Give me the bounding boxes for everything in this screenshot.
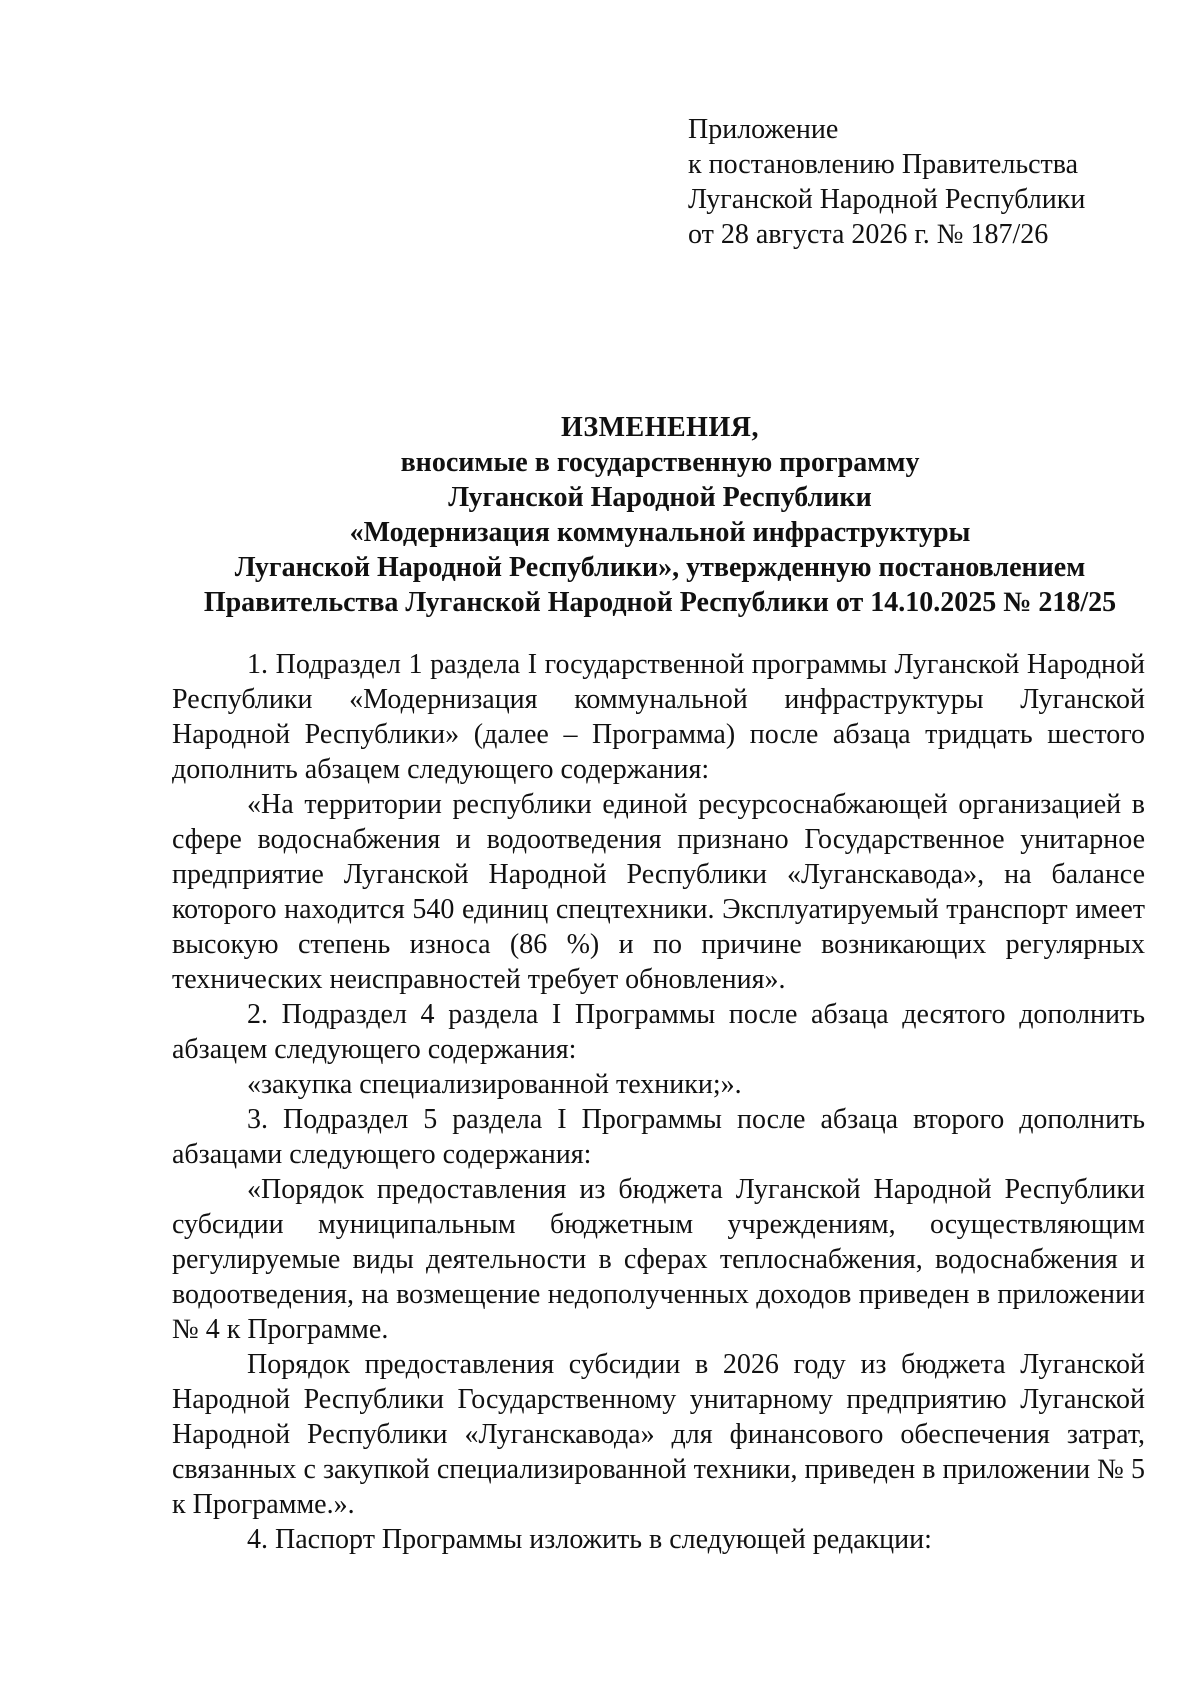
approval-line-4: от 28 августа 2026 г. № 187/26 [688, 219, 1049, 250]
document-body [172, 647, 1145, 1557]
title-line-4: Луганской Народной Республики», утвержденную постановлением [234, 552, 1086, 583]
paragraph-2: «На территории республики единой ресурсоснабжающей организацией в сфере водоснабжения и водоотведения признано Государственное унитарное предприятие Луганской Народной Республики «Луганскавода», на балансе которого находится 540 единиц спецтехники. Эксплуатируемый транспорт имеет высокую степень износа (86 %) и по причине возникающих регулярных технических неисправностей требует обновления». [172, 789, 1145, 995]
paragraph-3: 2. Подраздел 4 раздела I Программы после абзаца десятого дополнить абзацем следующего содержания: [172, 999, 1145, 1065]
approval-line-2: к постановлению Правительства [688, 149, 1079, 180]
paragraph-7: Порядок предоставления субсидии в 2026 году из бюджета Луганской Народной Республики Государственному унитарному предприятию Луганской Народной Республики «Луганскавода» для финансового обеспечения затрат, связанных с закупкой специализированной техники, приведен в приложении № 5 к Программе.». [172, 1349, 1145, 1520]
paragraph-5: 3. Подраздел 5 раздела I Программы после абзаца второго дополнить абзацами следующего содержания: [172, 1104, 1145, 1170]
paragraph-1: 1. Подраздел 1 раздела I государственной программы Луганской Народной Республики «Модернизация коммунальной инфраструктуры Луганской Народной Республики» (далее – Программа) после абзаца тридцать шестого дополнить абзацем следующего содержания: [172, 649, 1145, 785]
paragraph-6: «Порядок предоставления из бюджета Луганской Народной Республики субсидии муниципальным бюджетным учреждениям, осуществляющим регулируемые виды деятельности в сферах теплоснабжения, водоснабжения и водоотведения, на возмещение недополученных доходов приведен в приложении № 4 к Программе. [172, 1174, 1145, 1345]
approval-line-1: Приложение [688, 114, 839, 145]
title-line-1: вносимые в государственную программу [400, 447, 920, 478]
approval-line-3: Луганской Народной Республики [688, 184, 1086, 215]
paragraph-8: 4. Паспорт Программы изложить в следующей редакции: [247, 1524, 932, 1555]
document-title [160, 410, 1160, 620]
title-line-2: Луганской Народной Республики [448, 482, 872, 513]
title-line-5: Правительства Луганской Народной Республики от 14.10.2025 № 218/25 [203, 587, 1117, 618]
paragraph-4: «закупка специализированной техники;». [247, 1069, 742, 1100]
title-line-3: «Модернизация коммунальной инфраструктуры [349, 517, 971, 548]
title-heading: ИЗМЕНЕНИЯ, [561, 412, 759, 443]
approval-stamp [688, 112, 1085, 252]
